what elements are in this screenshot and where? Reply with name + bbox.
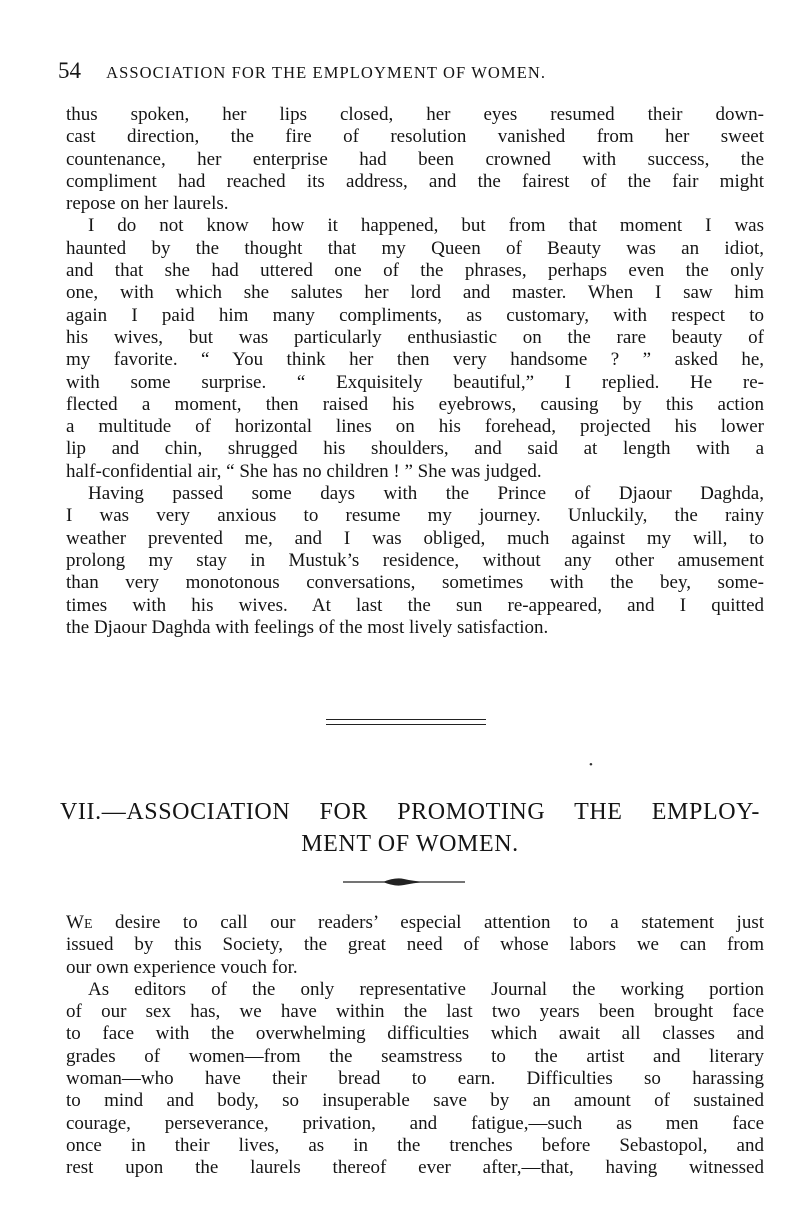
text-line: As editors of the only representative Journal the working portion: [88, 978, 764, 1000]
text-line: I do not know how it happened, but from that moment I was: [88, 215, 764, 237]
text-line: half-confidential air, “ She has no children ! ” She was judged.: [66, 460, 542, 482]
section-heading-line-1: VII.—ASSOCIATION FOR PROMOTING THE EMPLOY-: [60, 799, 760, 825]
text-line: issued by this Society, the great need of whose labors we can from: [66, 934, 764, 956]
text-line: grades of women—from the seamstress to the artist and literary: [66, 1045, 764, 1067]
text-line: rest upon the laurels thereof ever after,—that, having witnessed: [66, 1157, 764, 1179]
text-line: and that she had uttered one of the phrases, perhaps even the only: [66, 260, 764, 282]
text-line: one, with which she salutes her lord and master. When I saw him: [66, 282, 764, 304]
first-line-text: desire to call our readers’ especial attention to a statement just: [115, 912, 765, 933]
text-line: his wives, but was particularly enthusiastic on the rare beauty of: [66, 326, 764, 348]
text-line: I was very anxious to resume my journey. Unluckily, the rainy: [66, 505, 764, 527]
text-line: a multitude of horizontal lines on his forehead, projected his lower: [66, 416, 764, 438]
ornamental-rule: [343, 876, 465, 888]
body-text-bottom: [66, 912, 764, 1180]
text-line: courage, perseverance, privation, and fatigue,—such as men face: [66, 1112, 764, 1134]
text-line: than very monotonous conversations, sometimes with the bey, some-: [66, 572, 764, 594]
text-line: compliment had reached its address, and the fairest of the fair might: [66, 170, 764, 192]
text-line: with some surprise. “ Exquisitely beautiful,” I replied. He re-: [66, 371, 764, 393]
text-line: haunted by the thought that my Queen of Beauty was an idiot,: [66, 237, 764, 259]
text-line: Having passed some days with the Prince of Djaour Daghda,: [88, 483, 764, 505]
section-heading: [60, 796, 760, 860]
text-line: lip and chin, shrugged his shoulders, and said at length with a: [66, 438, 764, 460]
page-number: 54: [58, 58, 81, 83]
text-line: countenance, her enterprise had been crowned with success, the: [66, 148, 764, 170]
page-header: [58, 58, 758, 86]
text-line: repose on her laurels.: [66, 193, 229, 215]
text-line: woman—who have their bread to earn. Difficulties so harassing: [66, 1068, 764, 1090]
text-line: cast direction, the fire of resolution vanished from her sweet: [66, 126, 764, 148]
section-divider-rule: [326, 719, 486, 725]
text-line: the Djaour Daghda with feelings of the most lively satisfaction.: [66, 616, 549, 638]
body-text-top: [66, 104, 764, 639]
text-line: flected a moment, then raised his eyebrows, causing by this action: [66, 393, 764, 415]
text-line: once in their lives, as in the trenches before Sebastopol, and: [66, 1134, 764, 1156]
text-line: to face with the overwhelming difficulties which await all classes and: [66, 1023, 764, 1045]
text-line: weather prevented me, and I was obliged, much against my will, to: [66, 527, 764, 549]
text-line: my favorite. “ You think her then very handsome ? ” asked he,: [66, 349, 764, 371]
text-line: again I paid him many compliments, as customary, with respect to: [66, 304, 764, 326]
text-line: of our sex has, we have within the last two years been brought face: [66, 1001, 764, 1023]
text-line: to mind and body, so insuperable save by an amount of sustained: [66, 1090, 764, 1112]
section-heading-line-2: MENT OF WOMEN.: [301, 831, 519, 857]
text-line-first: [66, 912, 764, 934]
text-line: prolong my stay in Mustuk’s residence, without any other amusement: [66, 549, 764, 571]
dropcap-initial: W: [66, 912, 84, 933]
running-head: ASSOCIATION FOR THE EMPLOYMENT OF WOMEN.: [106, 63, 547, 82]
text-line: times with his wives. At last the sun re-appeared, and I quitted: [66, 594, 764, 616]
text-line: thus spoken, her lips closed, her eyes resumed their down-: [66, 104, 764, 125]
dropcap-rest: E: [83, 917, 93, 932]
print-speck: •: [589, 759, 593, 771]
text-line: our own experience vouch for.: [66, 956, 298, 978]
